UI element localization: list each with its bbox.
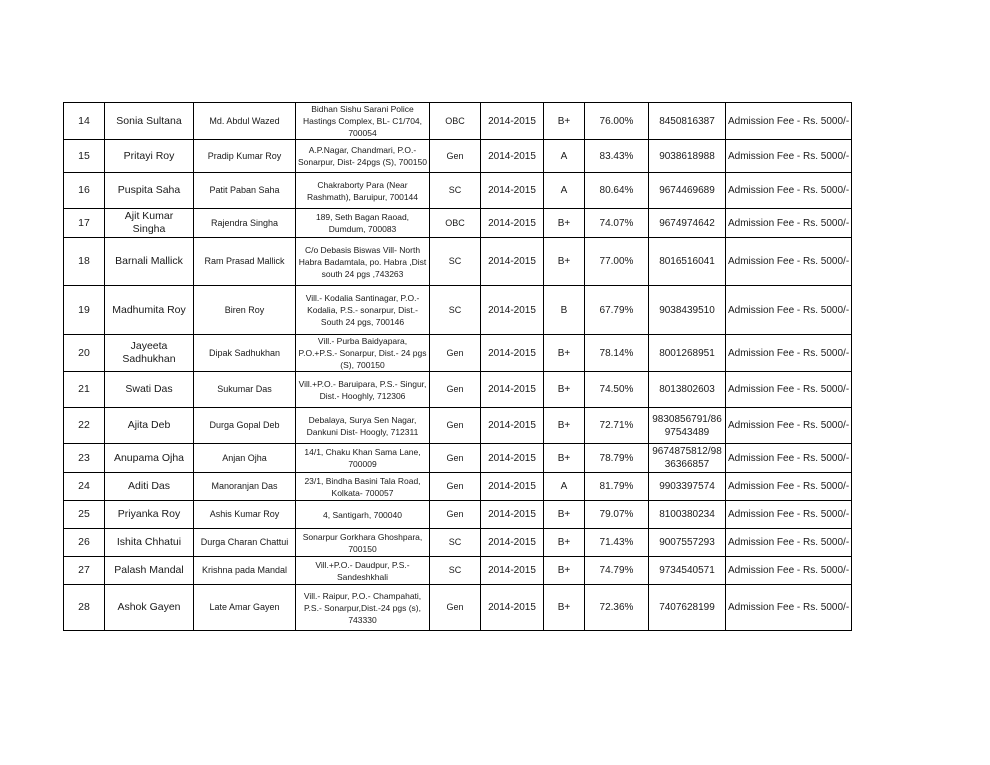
phone-cell: 8100380234 — [649, 501, 726, 529]
serial-number-cell: 20 — [64, 335, 105, 372]
category-cell: SC — [430, 173, 481, 209]
student-name-cell: Priyanka Roy — [105, 501, 194, 529]
address-cell: Vill.+P.O.- Baruipara, P.S.- Singur, Dist.- Hooghly, 712306 — [296, 372, 430, 408]
fee-cell: Admission Fee - Rs. 5000/- — [726, 529, 852, 557]
address-cell: Sonarpur Gorkhara Ghoshpara, 700150 — [296, 529, 430, 557]
student-name-cell: Barnali Mallick — [105, 238, 194, 286]
serial-number-cell: 15 — [64, 140, 105, 173]
grade-cell: B+ — [544, 209, 585, 238]
address-cell: A.P.Nagar, Chandmari, P.O.- Sonarpur, Dist- 24pgs (S), 700150 — [296, 140, 430, 173]
grade-cell: B+ — [544, 501, 585, 529]
fee-cell: Admission Fee - Rs. 5000/- — [726, 372, 852, 408]
address-cell: Bidhan Sishu Sarani Police Hastings Complex, BL- C1/704, 700054 — [296, 103, 430, 140]
fee-cell: Admission Fee - Rs. 5000/- — [726, 173, 852, 209]
father-name-cell: Rajendra Singha — [194, 209, 296, 238]
serial-number-cell: 24 — [64, 473, 105, 501]
session-cell: 2014-2015 — [481, 557, 544, 585]
session-cell: 2014-2015 — [481, 238, 544, 286]
grade-cell: B — [544, 286, 585, 335]
session-cell: 2014-2015 — [481, 372, 544, 408]
fee-cell: Admission Fee - Rs. 5000/- — [726, 557, 852, 585]
category-cell: SC — [430, 557, 481, 585]
table-row — [64, 557, 852, 585]
fee-cell: Admission Fee - Rs. 5000/- — [726, 473, 852, 501]
serial-number-cell: 22 — [64, 408, 105, 444]
serial-number-cell: 17 — [64, 209, 105, 238]
fee-cell: Admission Fee - Rs. 5000/- — [726, 585, 852, 631]
percentage-cell: 78.14% — [585, 335, 649, 372]
address-cell: 14/1, Chaku Khan Sama Lane, 700009 — [296, 444, 430, 473]
fee-cell: Admission Fee - Rs. 5000/- — [726, 286, 852, 335]
address-cell: Debalaya, Surya Sen Nagar, Dankuni Dist- Hoogly, 712311 — [296, 408, 430, 444]
grade-cell: A — [544, 173, 585, 209]
table-body — [64, 103, 852, 631]
phone-cell: 9038618988 — [649, 140, 726, 173]
phone-cell: 9038439510 — [649, 286, 726, 335]
percentage-cell: 77.00% — [585, 238, 649, 286]
percentage-cell: 74.50% — [585, 372, 649, 408]
serial-number-cell: 16 — [64, 173, 105, 209]
table-row — [64, 103, 852, 140]
student-name-cell: Madhumita Roy — [105, 286, 194, 335]
serial-number-cell: 25 — [64, 501, 105, 529]
student-name-cell: Aditi Das — [105, 473, 194, 501]
student-name-cell: Ajita Deb — [105, 408, 194, 444]
table-row — [64, 473, 852, 501]
phone-cell: 8016516041 — [649, 238, 726, 286]
fee-cell: Admission Fee - Rs. 5000/- — [726, 501, 852, 529]
fee-cell: Admission Fee - Rs. 5000/- — [726, 238, 852, 286]
fee-cell: Admission Fee - Rs. 5000/- — [726, 335, 852, 372]
grade-cell: B+ — [544, 444, 585, 473]
serial-number-cell: 23 — [64, 444, 105, 473]
table-row — [64, 286, 852, 335]
table-row — [64, 372, 852, 408]
percentage-cell: 74.07% — [585, 209, 649, 238]
phone-cell: 9734540571 — [649, 557, 726, 585]
address-cell: Vill.- Kodalia Santinagar, P.O.- Kodalia, P.S.- sonarpur, Dist.- South 24 pgs, 700146 — [296, 286, 430, 335]
phone-cell: 9007557293 — [649, 529, 726, 557]
admission-table — [63, 102, 852, 631]
percentage-cell: 78.79% — [585, 444, 649, 473]
percentage-cell: 72.71% — [585, 408, 649, 444]
fee-cell: Admission Fee - Rs. 5000/- — [726, 103, 852, 140]
student-name-cell: Palash Mandal — [105, 557, 194, 585]
percentage-cell: 81.79% — [585, 473, 649, 501]
session-cell: 2014-2015 — [481, 408, 544, 444]
address-cell: 4, Santigarh, 700040 — [296, 501, 430, 529]
category-cell: Gen — [430, 335, 481, 372]
grade-cell: B+ — [544, 557, 585, 585]
father-name-cell: Sukumar Das — [194, 372, 296, 408]
grade-cell: B+ — [544, 372, 585, 408]
phone-cell: 9903397574 — [649, 473, 726, 501]
session-cell: 2014-2015 — [481, 444, 544, 473]
father-name-cell: Manoranjan Das — [194, 473, 296, 501]
category-cell: Gen — [430, 408, 481, 444]
category-cell: OBC — [430, 103, 481, 140]
address-cell: 23/1, Bindha Basini Tala Road, Kolkata- 700057 — [296, 473, 430, 501]
serial-number-cell: 18 — [64, 238, 105, 286]
category-cell: Gen — [430, 444, 481, 473]
fee-cell: Admission Fee - Rs. 5000/- — [726, 408, 852, 444]
phone-cell: 9674974642 — [649, 209, 726, 238]
session-cell: 2014-2015 — [481, 286, 544, 335]
student-name-cell: Puspita Saha — [105, 173, 194, 209]
table-row — [64, 408, 852, 444]
table-row — [64, 501, 852, 529]
table-row — [64, 585, 852, 631]
grade-cell: A — [544, 473, 585, 501]
percentage-cell: 71.43% — [585, 529, 649, 557]
student-name-cell: Sonia Sultana — [105, 103, 194, 140]
table-row — [64, 238, 852, 286]
student-name-cell: Ishita Chhatui — [105, 529, 194, 557]
father-name-cell: Ashis Kumar Roy — [194, 501, 296, 529]
father-name-cell: Ram Prasad Mallick — [194, 238, 296, 286]
grade-cell: B+ — [544, 585, 585, 631]
percentage-cell: 67.79% — [585, 286, 649, 335]
percentage-cell: 74.79% — [585, 557, 649, 585]
address-cell: Chakraborty Para (Near Rashmath), Baruipur, 700144 — [296, 173, 430, 209]
table-row — [64, 529, 852, 557]
serial-number-cell: 14 — [64, 103, 105, 140]
address-cell: 189, Seth Bagan Raoad, Dumdum, 700083 — [296, 209, 430, 238]
category-cell: Gen — [430, 140, 481, 173]
session-cell: 2014-2015 — [481, 103, 544, 140]
percentage-cell: 79.07% — [585, 501, 649, 529]
student-name-cell: Pritayi Roy — [105, 140, 194, 173]
address-cell: Vill.- Raipur, P.O.- Champahati, P.S.- Sonarpur,Dist.-24 pgs (s), 743330 — [296, 585, 430, 631]
father-name-cell: Anjan Ojha — [194, 444, 296, 473]
fee-cell: Admission Fee - Rs. 5000/- — [726, 140, 852, 173]
grade-cell: B+ — [544, 408, 585, 444]
address-cell: Vill.+P.O.- Daudpur, P.S.- Sandeshkhali — [296, 557, 430, 585]
address-cell: Vill.- Purba Baidyapara, P.O.+P.S.- Sonarpur, Dist.- 24 pgs (S), 700150 — [296, 335, 430, 372]
student-name-cell: Jayeeta Sadhukhan — [105, 335, 194, 372]
percentage-cell: 76.00% — [585, 103, 649, 140]
serial-number-cell: 27 — [64, 557, 105, 585]
category-cell: Gen — [430, 372, 481, 408]
category-cell: Gen — [430, 473, 481, 501]
serial-number-cell: 21 — [64, 372, 105, 408]
student-name-cell: Ajit Kumar Singha — [105, 209, 194, 238]
session-cell: 2014-2015 — [481, 335, 544, 372]
phone-cell: 8001268951 — [649, 335, 726, 372]
student-name-cell: Swati Das — [105, 372, 194, 408]
father-name-cell: Md. Abdul Wazed — [194, 103, 296, 140]
category-cell: Gen — [430, 501, 481, 529]
father-name-cell: Durga Charan Chattui — [194, 529, 296, 557]
session-cell: 2014-2015 — [481, 473, 544, 501]
phone-cell: 8013802603 — [649, 372, 726, 408]
percentage-cell: 72.36% — [585, 585, 649, 631]
address-cell: C/o Debasis Biswas Vill- North Habra Badamtala, po. Habra ,Dist south 24 pgs ,743263 — [296, 238, 430, 286]
phone-cell: 9674875812/9836366857 — [649, 444, 726, 473]
father-name-cell: Durga Gopal Deb — [194, 408, 296, 444]
phone-cell: 9830856791/8697543489 — [649, 408, 726, 444]
session-cell: 2014-2015 — [481, 173, 544, 209]
session-cell: 2014-2015 — [481, 529, 544, 557]
father-name-cell: Biren Roy — [194, 286, 296, 335]
student-name-cell: Anupama Ojha — [105, 444, 194, 473]
table-row — [64, 209, 852, 238]
fee-cell: Admission Fee - Rs. 5000/- — [726, 444, 852, 473]
father-name-cell: Pradip Kumar Roy — [194, 140, 296, 173]
phone-cell: 8450816387 — [649, 103, 726, 140]
category-cell: OBC — [430, 209, 481, 238]
father-name-cell: Patit Paban Saha — [194, 173, 296, 209]
phone-cell: 7407628199 — [649, 585, 726, 631]
table-row — [64, 335, 852, 372]
grade-cell: B+ — [544, 529, 585, 557]
table-row — [64, 140, 852, 173]
grade-cell: B+ — [544, 238, 585, 286]
grade-cell: A — [544, 140, 585, 173]
serial-number-cell: 26 — [64, 529, 105, 557]
session-cell: 2014-2015 — [481, 501, 544, 529]
phone-cell: 9674469689 — [649, 173, 726, 209]
serial-number-cell: 28 — [64, 585, 105, 631]
father-name-cell: Krishna pada Mandal — [194, 557, 296, 585]
category-cell: Gen — [430, 585, 481, 631]
father-name-cell: Late Amar Gayen — [194, 585, 296, 631]
father-name-cell: Dipak Sadhukhan — [194, 335, 296, 372]
percentage-cell: 80.64% — [585, 173, 649, 209]
category-cell: SC — [430, 286, 481, 335]
session-cell: 2014-2015 — [481, 209, 544, 238]
category-cell: SC — [430, 529, 481, 557]
percentage-cell: 83.43% — [585, 140, 649, 173]
fee-cell: Admission Fee - Rs. 5000/- — [726, 209, 852, 238]
session-cell: 2014-2015 — [481, 140, 544, 173]
grade-cell: B+ — [544, 103, 585, 140]
serial-number-cell: 19 — [64, 286, 105, 335]
table-row — [64, 173, 852, 209]
session-cell: 2014-2015 — [481, 585, 544, 631]
table-row — [64, 444, 852, 473]
student-name-cell: Ashok Gayen — [105, 585, 194, 631]
grade-cell: B+ — [544, 335, 585, 372]
category-cell: SC — [430, 238, 481, 286]
